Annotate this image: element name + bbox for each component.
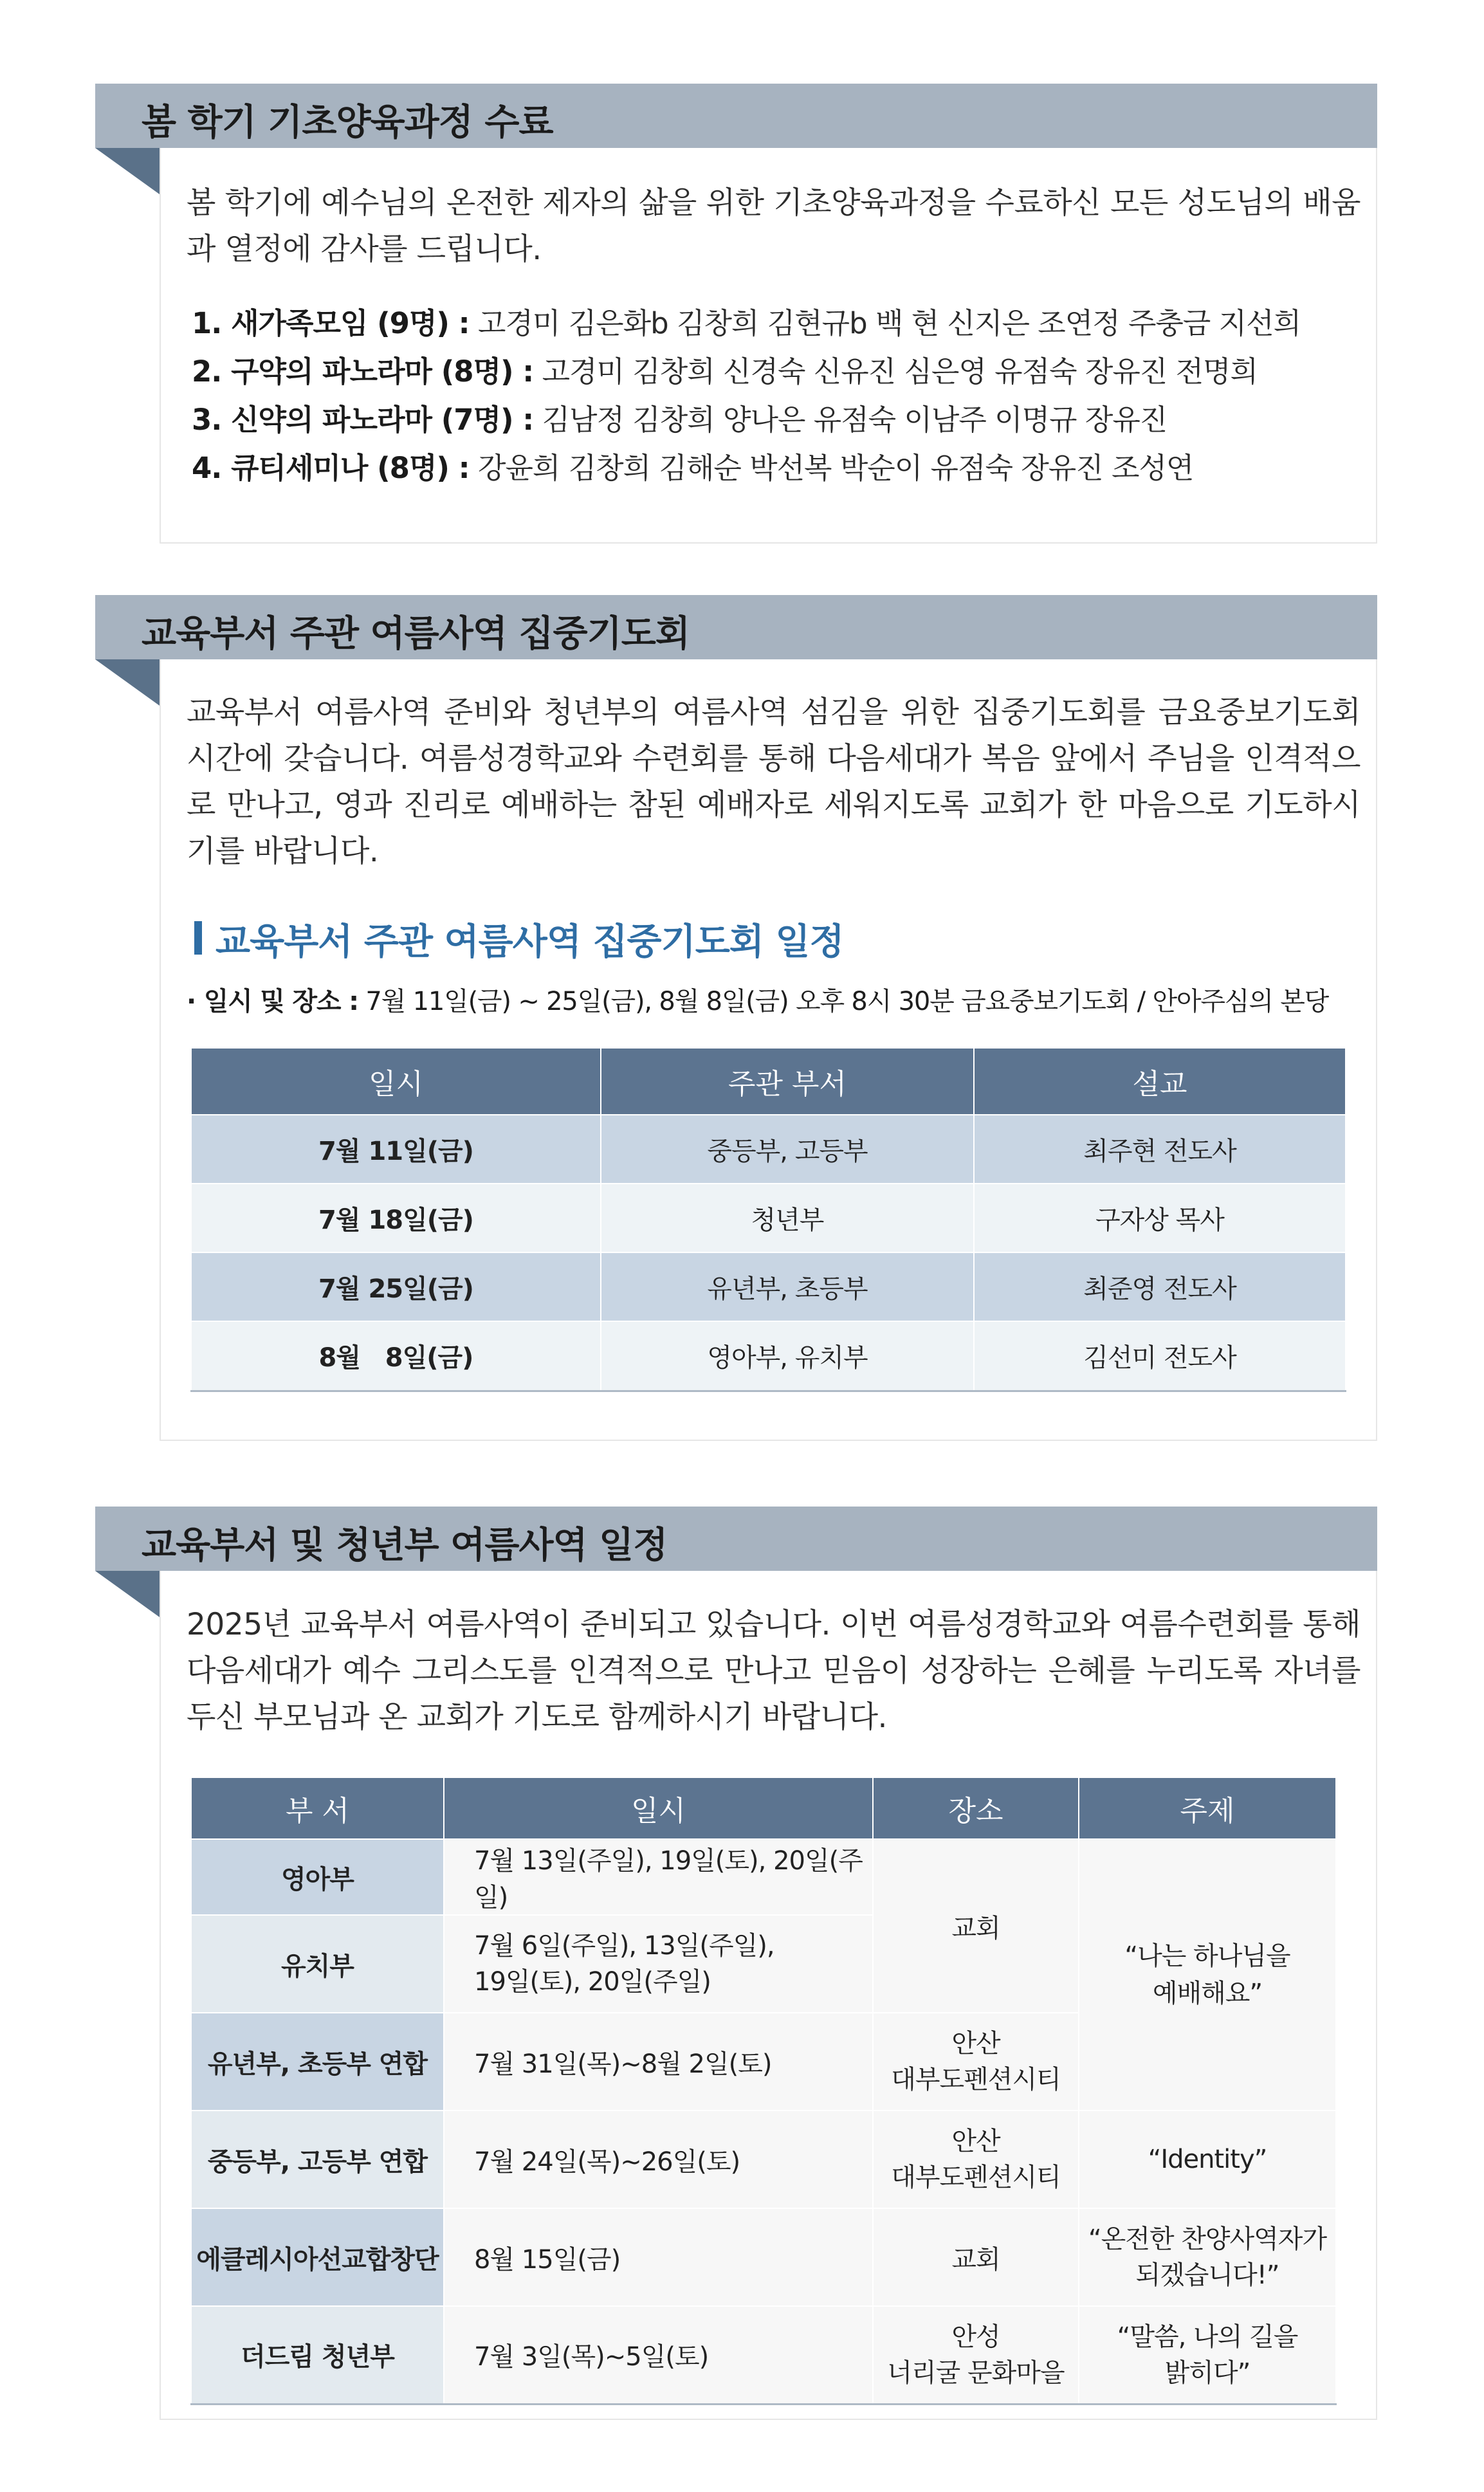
- list-item: 4. 큐티세미나 (8명) : 강윤희 김창희 김해순 박선복 박순이 유점숙 장유진 조성연: [192, 451, 1194, 485]
- list-item: 3. 신약의 파노라마 (7명) : 김남정 김창희 양나은 유점숙 이남주 이명규 장유진: [192, 403, 1168, 437]
- table-header: 부 서: [191, 1777, 444, 1839]
- section-title: 교육부서 주관 여름사역 집중기도회: [142, 613, 690, 655]
- section-title: 교육부서 및 청년부 여름사역 일정: [142, 1525, 668, 1566]
- table-row: 중등부, 고등부 연합 7월 24일(목)~26일(토) 안산 대부도펜션시티 “Identity”: [191, 2111, 1336, 2208]
- list-item: 2. 구약의 파노라마 (8명) : 고경미 김창희 신경숙 신유진 심은영 유점숙 장유진 전명희: [192, 354, 1258, 389]
- section-header: [95, 1507, 1377, 1571]
- corner-fold: [95, 1571, 160, 1617]
- summer-schedule-table: [190, 1777, 1337, 2405]
- table-row: 더드림 청년부 7월 3일(목)~5일(토) 안성 너리굴 문화마을 “말씀, 나의 길을 밝히다”: [191, 2306, 1336, 2404]
- table-header: 일시: [444, 1777, 873, 1839]
- table-row: 유년부, 초등부 연합 7월 31일(목)~8월 2일(토) 안산 대부도펜션시티: [191, 2013, 1336, 2111]
- corner-fold: [95, 659, 160, 706]
- corner-fold: [95, 148, 160, 194]
- table-header: 주관 부서: [601, 1048, 974, 1115]
- list-item: 1. 새가족모임 (9명) : 고경미 김은화b 김창희 김현규b 백 현 신지은 조연정 주충금 지선희: [192, 306, 1301, 340]
- table-row: 7월 18일(금) 청년부 구자상 목사: [191, 1184, 1346, 1252]
- table-row: 7월 25일(금) 유년부, 초등부 최준영 전도사: [191, 1252, 1346, 1321]
- section-header: [95, 595, 1377, 659]
- section3-intro: 2025년 교육부서 여름사역이 준비되고 있습니다. 이번 여름성경학교와 여름수련회를 통해 다음세대가 예수 그리스도를 인격적으로 만나고 믿음이 성장하는 은혜를 누리도록 자녀를 두신 부모님과 온 교회가 기도로 함께하시기 바랍니다.: [187, 1607, 1360, 1735]
- table-row: 에클레시아선교합창단 8월 15일(금) 교회 “온전한 찬양사역자가 되겠습니다!”: [191, 2208, 1336, 2306]
- table-row: 유치부 7월 6일(주일), 13일(주일), 19일(토), 20일(주일): [191, 1915, 1336, 2013]
- table-row: 영아부 7월 13일(주일), 19일(토), 20일(주일) 교회 “나는 하나님을 예배해요”: [191, 1839, 1336, 1915]
- section-header: [95, 84, 1377, 148]
- subheading-bar: [194, 921, 202, 955]
- prayer-schedule-table: [190, 1047, 1346, 1392]
- table-header: 장소: [873, 1777, 1079, 1839]
- schedule-info: · 일시 및 장소 : 7월 11일(금) ~ 25일(금), 8월 8일(금) 오후 8시 30분 금요중보기도회 / 안아주심의 본당: [187, 987, 1329, 1016]
- section2-intro: 교육부서 여름사역 준비와 청년부의 여름사역 섬김을 위한 집중기도회를 금요중보기도회 시간에 갖습니다. 여름성경학교와 수련회를 통해 다음세대가 복음 앞에서 주님을 인격적으로 만나고, 영과 진리로 예배하는 참된 예배자로 세워지도록 교회가 한 마음으로 기도하시기를 바랍니다.: [187, 695, 1360, 869]
- table-header: 주제: [1079, 1777, 1336, 1839]
- table-row: 8월 8일(금) 영아부, 유치부 김선미 전도사: [191, 1321, 1346, 1391]
- table-header: 설교: [974, 1048, 1346, 1115]
- section1-intro: 봄 학기에 예수님의 온전한 제자의 삶을 위한 기초양육과정을 수료하신 모든 성도님의 배움과 열정에 감사를 드립니다.: [187, 185, 1360, 267]
- table-header: 일시: [191, 1048, 601, 1115]
- table-row: 7월 11일(금) 중등부, 고등부 최주현 전도사: [191, 1115, 1346, 1184]
- section-title: 봄 학기 기초양육과정 수료: [142, 102, 553, 143]
- completion-list: [192, 299, 1301, 492]
- schedule-subheading: 교육부서 주관 여름사역 집중기도회 일정: [215, 921, 844, 963]
